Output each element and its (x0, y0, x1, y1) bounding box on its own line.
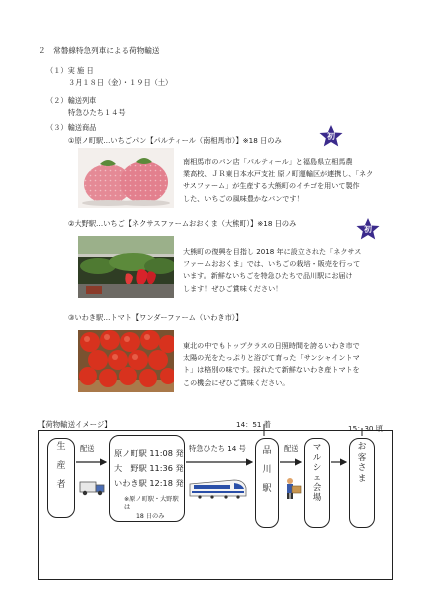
desc-line: 大熊町の復興を目指し 2018 年に設立された「ネクサス (183, 247, 362, 256)
station-haranomachi: 原ノ町駅 11:08 発 (114, 448, 184, 458)
delivery-label: 配送 (80, 444, 95, 453)
desc-line: います。新鮮ないちごを特急ひたちで品川駅にお届け (183, 271, 353, 281)
train-label: （２）輸送列車 (46, 96, 97, 105)
station-ono: 大 野駅 11:36 発 (114, 463, 184, 473)
station-iwaki: いわき駅 12:18 発 (114, 478, 184, 488)
delivery-label: 配送 (284, 444, 299, 453)
desc-line: この機会にぜひご賞味ください。 (183, 377, 290, 387)
section-heading: ２ 常磐線特急列車による荷物輸送 (38, 46, 160, 55)
desc-line: 太陽の光をたっぷりと浴びて育った「サンシャイントマ (183, 353, 360, 363)
truck-icon (80, 482, 104, 495)
note-line: 18 日のみ (136, 512, 165, 520)
desc-line: サスファーム」が生産する大熊町のイチゴを用いて製作 (183, 181, 360, 191)
producer-label: 生 産 者 (56, 442, 66, 490)
desc-line: した、いちごの風味豊かなパンです！ (183, 193, 304, 203)
shinagawa-label: 品 川 駅 (262, 446, 272, 494)
item-title-strawberry-bread: ①原ノ町駅…いちごパン【パルティール（南相馬市）】※18 日のみ (68, 136, 282, 145)
delivery-person-icon (287, 478, 301, 499)
arrival-time: 14：51 着 (236, 420, 271, 429)
guest-time: 15：30 頃 (348, 424, 383, 433)
item-title-strawberry: ②大野駅…いちご【ネクサスファームおおくま（大熊町）】※18 日のみ (68, 219, 297, 228)
train-name-label: 特急ひたち 14 号 (189, 444, 246, 453)
desc-line: ト」は格別の味です。採れたて新鮮ないわき産トマトを (183, 365, 360, 375)
desc-line: ファームおおくま」では、いちごの栽培・販売を行って (183, 259, 361, 269)
guests-label: お 客 さ ま (357, 442, 367, 485)
desc-line: 南相馬市のパン店「パルティール」と福島県立相馬農 (183, 157, 353, 166)
item-title-tomato: ③いわき駅…トマト【ワンダーファーム（いわき市）】 (68, 313, 243, 322)
date-value: ３月１８日（金）・１９日（土） (68, 78, 173, 87)
date-label: （１）実 施 日 (46, 66, 94, 75)
desc-line: 東北の中でもトップクラスの日照時間を誇るいわき市で (183, 341, 360, 350)
desc-line: 業高校、ＪＲ東日本水戸支社 原ノ町運輸区が連携し、「ネク (183, 169, 374, 179)
products-label: （３）輸送商品 (46, 123, 97, 132)
train-icon (190, 480, 246, 499)
badge-text: 初 (364, 225, 372, 234)
train-value: 特急ひたち１４号 (68, 108, 126, 117)
diagram-title: 【荷物輸送イメージ】 (38, 420, 112, 429)
badge-text: 初 (327, 132, 335, 141)
marche-label: マ ル シ ェ 会 場 (312, 442, 322, 503)
note-line: ※原ノ町駅・大野駅は (124, 496, 179, 512)
desc-line: します！ぜひご賞味ください！ (183, 283, 283, 293)
